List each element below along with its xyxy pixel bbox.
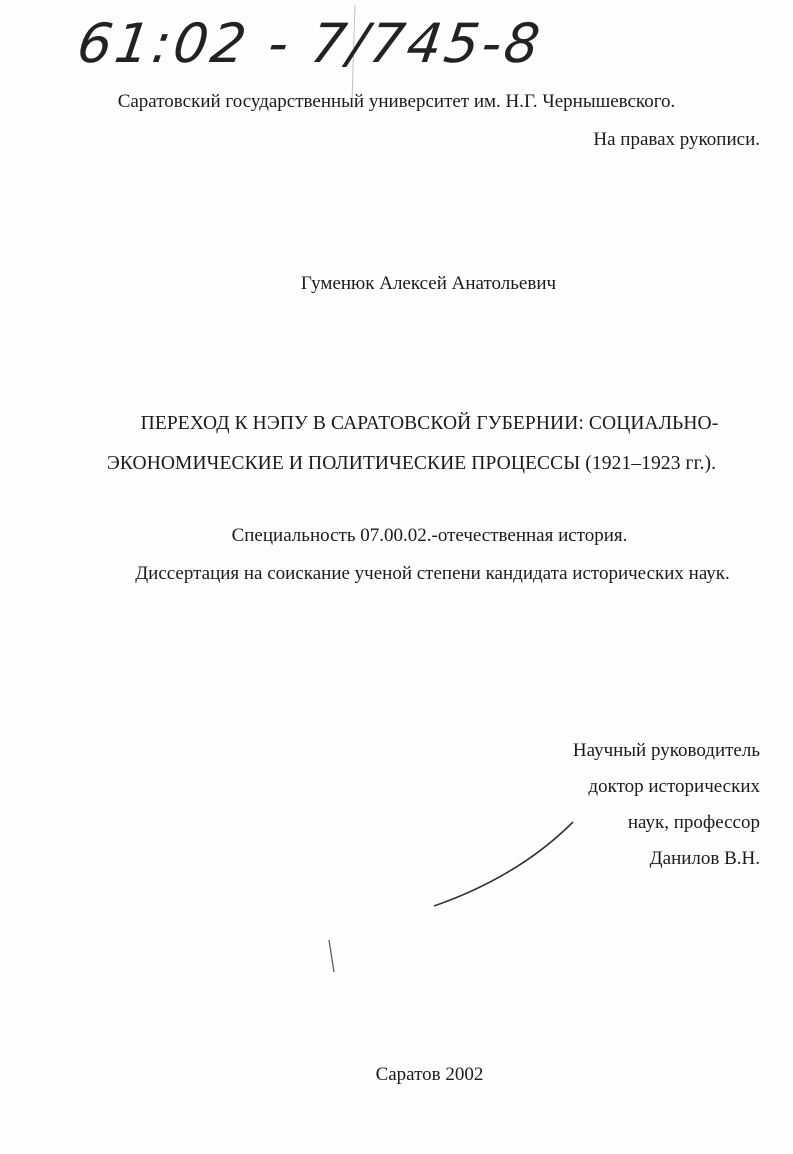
handwritten-archive-number: 61:02 - 7/745-8 — [73, 12, 547, 75]
dissertation-line: Диссертация на соискание ученой степени кандидата исторических наук. — [135, 563, 730, 584]
pen-tick-mark — [329, 940, 334, 972]
city-year: Саратов 2002 — [375, 1064, 484, 1085]
title-line-2: ЭКОНОМИЧЕСКИЕ И ПОЛИТИЧЕСКИЕ ПРОЦЕССЫ (1921–1923 гг.). — [106, 453, 717, 474]
title-line-1: ПЕРЕХОД К НЭПУ В САРАТОВСКОЙ ГУБЕРНИИ: СОЦИАЛЬНО- — [140, 413, 719, 434]
supervisor-label: Научный руководитель — [572, 740, 760, 761]
supervisor-title: наук, профессор — [627, 812, 760, 833]
author-name: Гуменюк Алексей Анатольевич — [300, 273, 557, 294]
university-name: Саратовский государственный университет им. Н.Г. Чернышевского. — [117, 91, 676, 112]
specialty-line: Специальность 07.00.02.-отечественная история. — [231, 525, 628, 546]
supervisor-degree: доктор исторических — [588, 776, 760, 797]
manuscript-rights-note: На правах рукописи. — [593, 129, 760, 150]
supervisor-name: Данилов В.Н. — [649, 848, 760, 869]
signature-stroke — [434, 822, 573, 906]
